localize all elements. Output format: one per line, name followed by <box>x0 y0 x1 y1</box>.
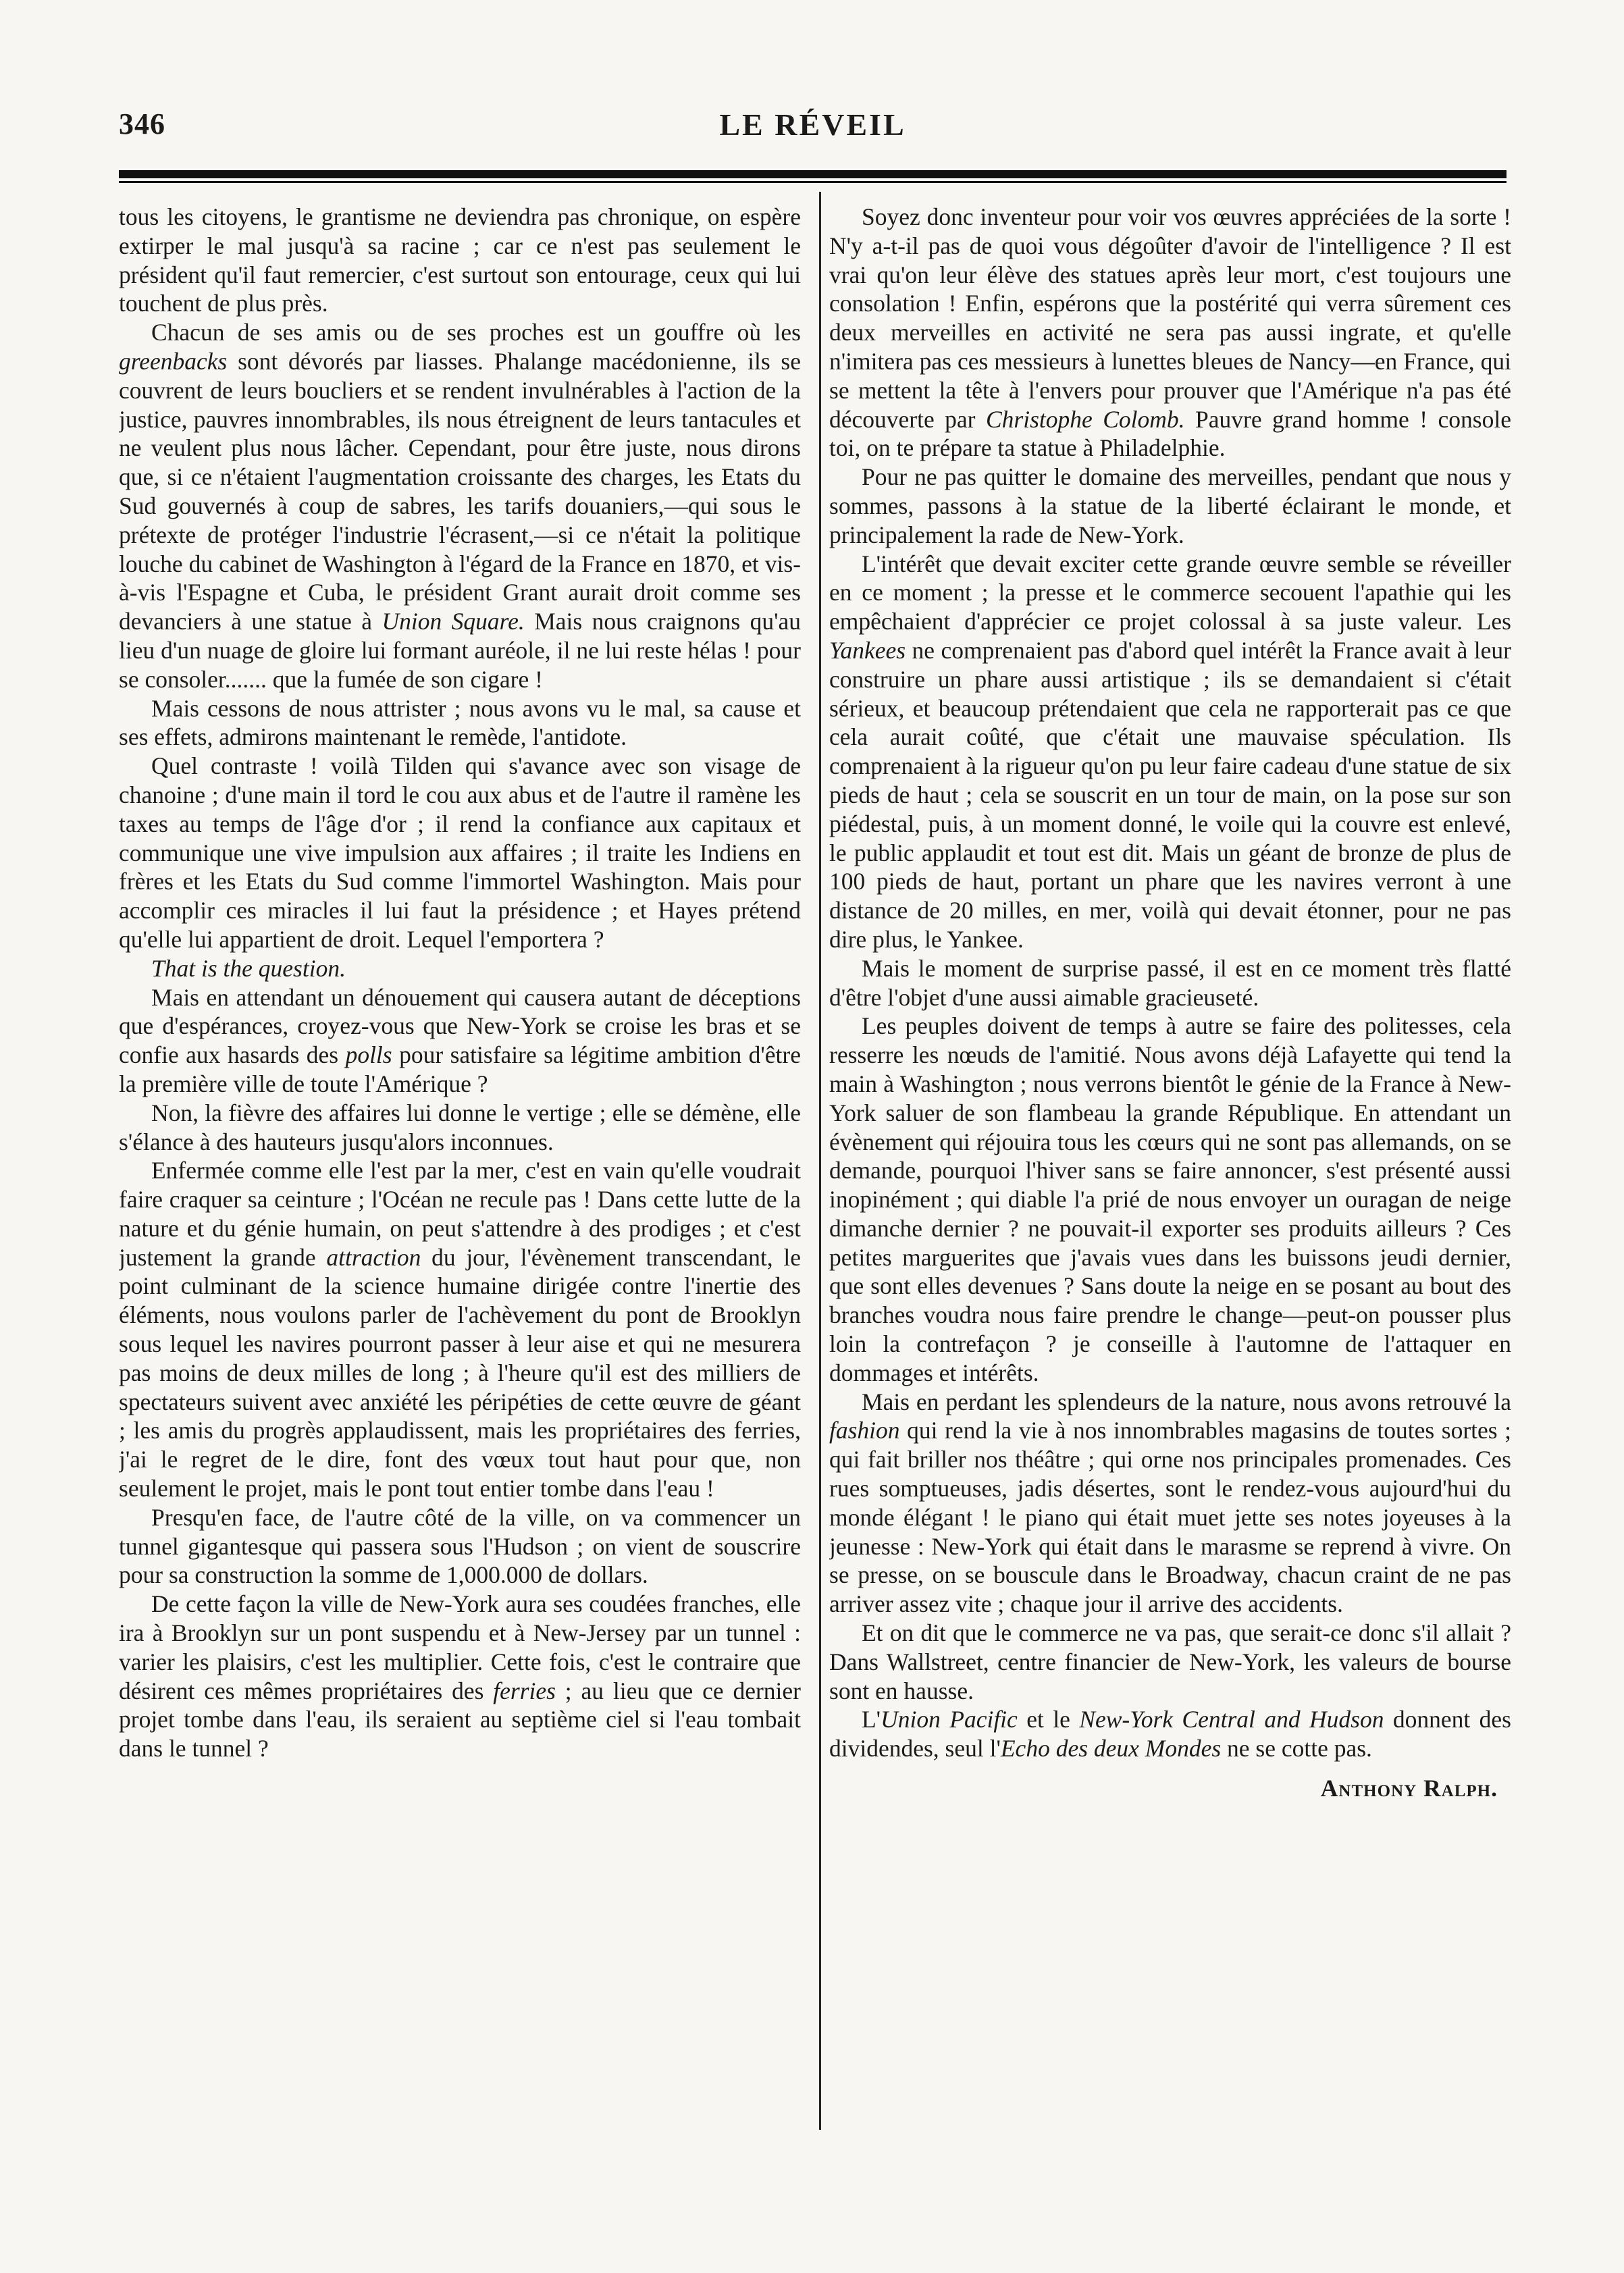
page-number: 346 <box>119 107 165 140</box>
paragraph: Mais cessons de nous attrister ; nous avons vu le mal, sa cause et ses effets, admirons maintenant le remède, l'antidote. <box>119 694 801 751</box>
paragraph: Mais le moment de surprise passé, il est en ce moment très flatté d'être l'objet d'une aussi aimable gracieuseté. <box>829 954 1511 1011</box>
paragraph: Soyez donc inventeur pour voir vos œuvres appréciées de la sorte ! N'y a-t-il pas de quoi vous dégoûter d'avoir de l'intelligence ? Il est vrai qu'on leur élève des statues après leur mort, c'est toujours une consolation ! Enfin, espérons que la postérité qui verra sûrement ces deux merveilles en activité ne sera pas aussi ingrate, et qu'elle n'imitera pas ces messieurs à lunettes bleues de Nancy—en France, qui se mettent la tête à l'envers pour prouver que l'Amérique n'a pas été découverte par Christophe Colomb. Pauvre grand homme ! console toi, on te prépare ta statue à Philadelphie. <box>829 203 1511 462</box>
paragraph: L'Union Pacific et le New-York Central and Hudson donnent des dividendes, seul l'Echo des deux Mondes ne se cotte pas. <box>829 1706 1511 1762</box>
header-rule-thick <box>119 170 1507 178</box>
header-rule-thin <box>119 181 1507 183</box>
page-header <box>119 107 1507 149</box>
left-column <box>119 203 801 2134</box>
paragraph: Et on dit que le commerce ne va pas, que serait-ce donc s'il allait ? Dans Wallstreet, centre financier de New-York, les valeurs de bourse sont en hausse. <box>829 1619 1511 1704</box>
right-column <box>829 203 1511 2134</box>
paragraph: Mais en attendant un dénouement qui causera autant de déceptions que d'espérances, croyez-vous que New-York se croise les bras et se confie aux hasards des polls pour satisfaire sa légitime ambition d'être la première ville de toute l'Amérique ? <box>119 983 801 1097</box>
paragraph: Pour ne pas quitter le domaine des merveilles, pendant que nous y sommes, passons à la statue de la liberté éclairant le monde, et principalement la rade de New-York. <box>829 463 1511 548</box>
column-divider <box>819 192 821 2130</box>
paragraph: L'intérêt que devait exciter cette grande œuvre semble se réveiller en ce moment ; la presse et le commerce secouent l'apathie qui les empêchaient d'apprécier ce projet colossal à sa juste valeur. Les Yankees ne comprenaient pas d'abord quel intérêt la France avait à leur construire un phare aussi artistique ; ils se demandaient si c'était sérieux, et beaucoup prétendaient que cela ne rapporterait pas ce que cela aurait coûté, que c'était une mauvaise spéculation. Ils comprenaient à la rigueur qu'on pu leur faire cadeau d'une statue de six pieds de haut ; cela se souscrit en un tour de main, on la pose sur son piédestal, puis, à un moment donné, le voile qui la couvre est enlevé, le public applaudit et tout est dit. Mais un géant de bronze de plus de 100 pieds de haut, portant un phare que les navires verront à une distance de 20 milles, en mer, voilà qui devait étonner, pour ne pas dire plus, le Yankee. <box>829 550 1511 953</box>
paragraph: Non, la fièvre des affaires lui donne le vertige ; elle se démène, elle s'élance à des hauteurs jusqu'alors inconnues. <box>119 1099 801 1155</box>
paragraph: Presqu'en face, de l'autre côté de la ville, on va commencer un tunnel gigantesque qui passera sous l'Hudson ; on vient de souscrire pour sa construction la somme de 1,000.000 de dollars. <box>119 1503 801 1589</box>
author-signature: Anthony Ralph. <box>1320 1775 1498 1802</box>
journal-title: LE RÉVEIL <box>719 107 906 142</box>
paragraph: Les peuples doivent de temps à autre se faire des politesses, cela resserre les nœuds de l'amitié. Nous avons déjà Lafayette qui tend la main à Washington ; nous verrons bientôt le génie de la France à New-York saluer de son flambeau la grande République. En attendant un évènement qui réjouira tous les cœurs qui ne sont pas allemands, on se demande, pourquoi l'hiver sans se faire annoncer, s'est présenté aussi inopinément ; qui diable l'a prié de nous envoyer un ouragan de neige dimanche dernier ? ne pouvait-il exporter ses produits ailleurs ? Ces petites marguerites que j'avais vues dans les buissons jeudi dernier, que sont elles devenues ? Sans doute la neige en se posant au bout des branches voudra nous faire prendre le change—peut-on pousser plus loin la contrefaçon ? je conseille à l'automne de l'attaquer en dommages et intérêts. <box>829 1012 1511 1386</box>
paragraph: Quel contraste ! voilà Tilden qui s'avance avec son visage de chanoine ; d'une main il tord le cou aux abus et de l'autre il ramène les taxes au temps de l'âge d'or ; il rend la confiance aux capitaux et communique une vive impulsion aux affaires ; il traite les Indiens en frères et les Etats du Sud comme l'immortel Washington. Mais pour accomplir ces miracles il lui faut la présidence ; et Hayes prétend qu'elle lui appartient de droit. Lequel l'emportera ? <box>119 752 801 953</box>
paragraph: tous les citoyens, le grantisme ne deviendra pas chronique, on espère extirper le mal jusqu'à sa racine ; car ce n'est pas seulement le président qu'il faut remercier, c'est surtout son entourage, ceux qui lui touchent de plus près. <box>119 203 801 317</box>
paragraph: Enfermée comme elle l'est par la mer, c'est en vain qu'elle voudrait faire craquer sa ceinture ; l'Océan ne recule pas ! Dans cette lutte de la nature et du génie humain, on peut s'attendre à des prodiges ; et c'est justement la grande attraction du jour, l'évènement transcendant, le point culminant de la science humaine dirigée contre l'inertie des éléments, nous voulons parler de l'achèvement du pont de Brooklyn sous lequel les navires pourront passer à leur aise et qui ne mesurera pas moins de deux milles de long ; à l'heure qu'il est des milliers de spectateurs suivent avec anxiété les péripéties de cette œuvre de géant ; les amis du progrès applaudissent, mais les propriétaires des ferries, j'ai le regret de le dire, font des vœux tout haut pour que, non seulement le projet, mais le pont tout entier tombe dans l'eau ! <box>119 1157 801 1503</box>
paragraph: De cette façon la ville de New-York aura ses coudées franches, elle ira à Brooklyn sur un pont suspendu et à New-Jersey par un tunnel : varier les plaisirs, c'est les multiplier. Cette fois, c'est le contraire que désirent ces mêmes propriétaires des ferries ; au lieu que ce dernier projet tombe dans l'eau, ils seraient au septième ciel si l'eau tombait dans le tunnel ? <box>119 1590 801 1762</box>
paragraph: Mais en perdant les splendeurs de la nature, nous avons retrouvé la fashion qui rend la vie à nos innombrables magasins de toutes sortes ; qui fait briller nos théâtre ; qui orne nos principales promenades. Ces rues somptueuses, jadis désertes, sont le rendez-vous aujourd'hui du monde élégant ! le piano qui était muet jette ses notes joyeuses à la jeunesse : New-York qui était dans le marasme se reprend à vivre. On se presse, on se bouscule dans le Broadway, chacun craint de ne pas arriver assez vite ; chaque jour il arrive des accidents. <box>829 1388 1511 1618</box>
paragraph: That is the question. <box>151 954 346 982</box>
paragraph: Chacun de ses amis ou de ses proches est un gouffre où les greenbacks sont dévorés par liasses. Phalange macédonienne, ils se couvrent de leurs boucliers et se rendent invulnérables à l'action de la justice, pauvres innombrables, ils nous étreignent de leurs tantacules et ne veulent plus nous lâcher. Cependant, pour être juste, nous dirons que, si ce n'étaient l'augmentation croissante des charges, les Etats du Sud gouvernés à coup de sabres, les tarifs douaniers,—qui sous le prétexte de protéger l'industrie l'écrasent,—si ce n'était la politique louche du cabinet de Washington à l'égard de la France en 1870, et vis-à-vis l'Espagne et Cuba, le président Grant aurait droit comme ses devanciers à une statue à Union Square. Mais nous craignons qu'au lieu d'un nuage de gloire lui formant auréole, il ne lui reste hélas ! pour se consoler....... que la fumée de son cigare ! <box>119 319 801 693</box>
